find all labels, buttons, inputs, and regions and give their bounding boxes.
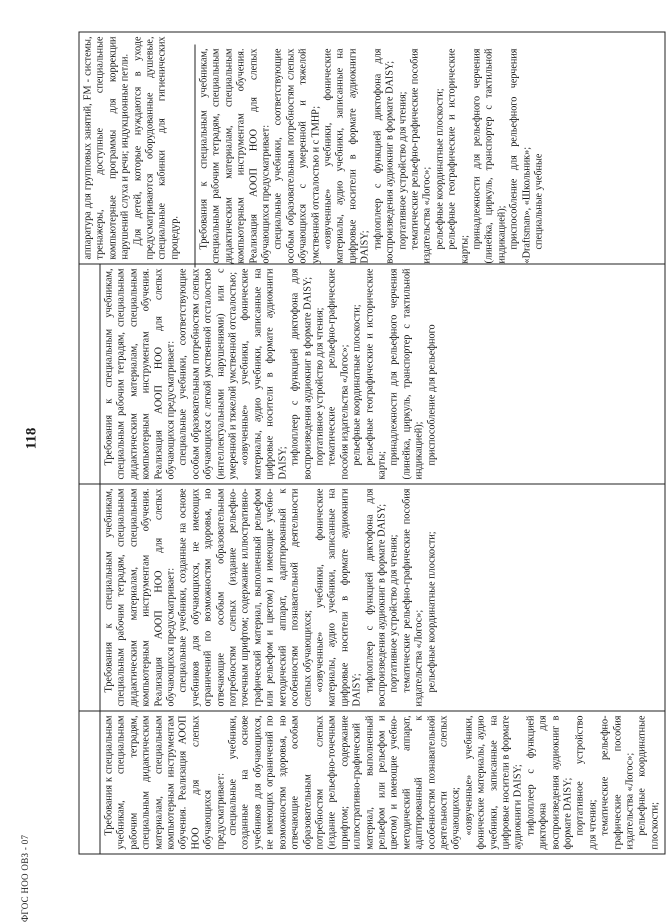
column-2-cell xyxy=(100,484,665,711)
col1-p6: рельефные координатные плоскости; xyxy=(636,715,661,850)
col2-p6: рельефные координатные плоскости; xyxy=(426,531,438,693)
col4-p4: портативное устройство для чтения; xyxy=(397,91,408,250)
col3-p0: Требования к специальным учебникам, специальным рабочим тетрадям, специальным дидактическим материалам, специальным компьютерным инструментам обучения. Реализация АООП НОО для слепых обучающихся предусматривает: xyxy=(103,268,177,480)
col4-p3: тифлоплеер с функцией диктофона для воспроизведения аудиокниг в формате DAISY; xyxy=(372,48,396,264)
page-number: 118 xyxy=(23,427,40,450)
col1-p2: «озвученные» учебники, фонические материалы, аудио учебники, записанные на цифровые носители в формате аудиокниги DAISY; xyxy=(463,715,524,850)
col4-p5: тематические рельефно-графические пособия издательства «Логос»; xyxy=(409,48,433,264)
col3-p7: рельефные географические и исторические карты; xyxy=(364,268,388,480)
requirements-table xyxy=(79,32,666,855)
col3-p9: приспособление для рельефного xyxy=(426,324,438,466)
col2-p3: тифлоплеер с функцией диктофона для воспроизведения аудиокниг в формате DAISY; xyxy=(364,488,388,707)
col4-p9: приспособление для рельефного черчения «Draftsman», «Школьник»; xyxy=(508,48,533,264)
column-4-top xyxy=(83,37,182,260)
column-4-cell xyxy=(79,32,665,264)
col4-top-p1: Для детей, которые нуждаются в уходе предусматриваются оборудованные душевые, специальные кабинки для гигиенических процедур. xyxy=(132,36,181,260)
col3-p3: тифлоплеер с функцией диктофона для воспроизведения аудиокниг в формате DAISY; xyxy=(289,268,313,480)
col4-p10: специальные учебные xyxy=(533,153,545,250)
table-top-row xyxy=(79,32,100,854)
rotated-table-page xyxy=(79,36,661,855)
col3-p2: «озвученные» учебники, фонические материалы, аудио учебники, записанные на цифровые носители в формате аудиокниги DAISY; xyxy=(239,268,289,480)
col2-p1: специальные учебники, созданные на основе учебников для обучающихся, не имеющих ограничений по возможностям здоровья, но отвечающие особым образовательным потребностям слепых (издание рельефно-точечным шрифтом; содержание иллюстративно-графический материал, выполненный рельефом или рельефом и цветом) и имеющие учебно-методический аппарат, адаптированный к особенностям познавательной деятельности слепых обучающихся; xyxy=(177,488,313,707)
footer-code: ФГОС НОО ОВЗ - 07 xyxy=(20,834,30,922)
header-cell-1 xyxy=(79,711,100,854)
col3-p8: принадлежности для рельефного черчения (линейка, циркуль, транспортер с тактильной индикацией); xyxy=(388,268,425,480)
col4-top-p0: аппаратура для групповых занятий, FM - системы, тренажеры, доступные специальные компьютерные программы для коррекции нарушений слуха и речи; индукционные петли. xyxy=(82,36,131,260)
col3-p4: портативное устройство для чтения; xyxy=(314,307,326,466)
column-3-cell xyxy=(100,264,665,484)
col3-p1: специальные учебники, соответствующие особым образовательным потребностям слепых обучающихся с легкой умственной отсталостью (интеллектуальными нарушениями) или с умеренной и тяжелой умственной отсталостью; xyxy=(177,268,239,480)
col3-p5: тематические рельефно-графические пособия издательства «Логос»; xyxy=(326,268,351,480)
col4-p0: Требования к специальным учебникам, специальным рабочим тетрадям, специальным дидактическим материалам, специальным компьютерным инструментам обучения. Реализация АООП НОО для слепых обучающихся предусматривает: xyxy=(198,48,272,264)
col4-p2: «озвученные» учебники, фонические материалы, аудио учебники, записанные на цифровые носители в формате аудиокниги DAISY; xyxy=(322,48,371,264)
col1-p4: портативное устройство для чтения; xyxy=(574,715,599,850)
col2-p2: «озвученные» учебники, фонические материалы, аудио учебники, записанные на цифровые носители в формате аудиокниги DAISY; xyxy=(314,488,363,707)
header-cell-3 xyxy=(79,264,100,484)
col4-p6: рельефные координатные плоскости; xyxy=(434,88,446,250)
column-1-cell xyxy=(100,711,665,854)
col4-p1: специальные учебники, соответствующие особым образовательным потребностям слепых обучающихся с умеренной и тяжелой умственной отсталостью и с ТМНР; xyxy=(272,48,322,264)
col1-p0: Требования к специальным учебникам, специальным рабочим тетрадям, специальным дидактическим материалам, специальным компьютерным инструментам обучения. Реализация АООП НОО для слепых обучающихся предусматривает: xyxy=(103,715,227,850)
col3-p6: рельефные координатные плоскости; xyxy=(351,304,363,466)
col2-p0: Требования к специальным учебникам, специальным рабочим тетрадям, специальным дидактическим материалам, специальным компьютерным инструментам обучения. Реализация АООП НОО для слепых обучающихся предусматривает: xyxy=(103,488,177,707)
col4-p8: принадлежности для рельефного черчения (линейка, циркуль, транспортер с тактильной индикацией); xyxy=(471,48,508,264)
header-cell-2 xyxy=(79,484,100,711)
col1-p3: тифлоплеер с функцией диктофона для воспроизведения аудиокниг в формате DAISY; xyxy=(525,715,574,850)
col2-p5: тематические рельефно-графические пособия издательства «Логос»; xyxy=(401,488,425,707)
col1-p1: специальные учебники, созданные на основе учебников для обучающихся, не имеющих ограничений по возможностям здоровья, но отвечающие особым образовательным потребностям слепых (издание рельефно-точечным шрифтом; содержание иллюстративно-графический материал, выполненный рельефом или рельефом и цветом) и имеющие учебно-методический аппарат, адаптированный к особенностям познавательной деятельности слепых обучающихся; xyxy=(227,715,462,850)
col2-p4: портативное устройство для чтения; xyxy=(388,534,400,693)
col1-p5: тематические рельефно-графические пособия издательства «Логос»; xyxy=(599,715,636,850)
col4-p7: рельефные географические и исторические карты; xyxy=(446,48,471,264)
